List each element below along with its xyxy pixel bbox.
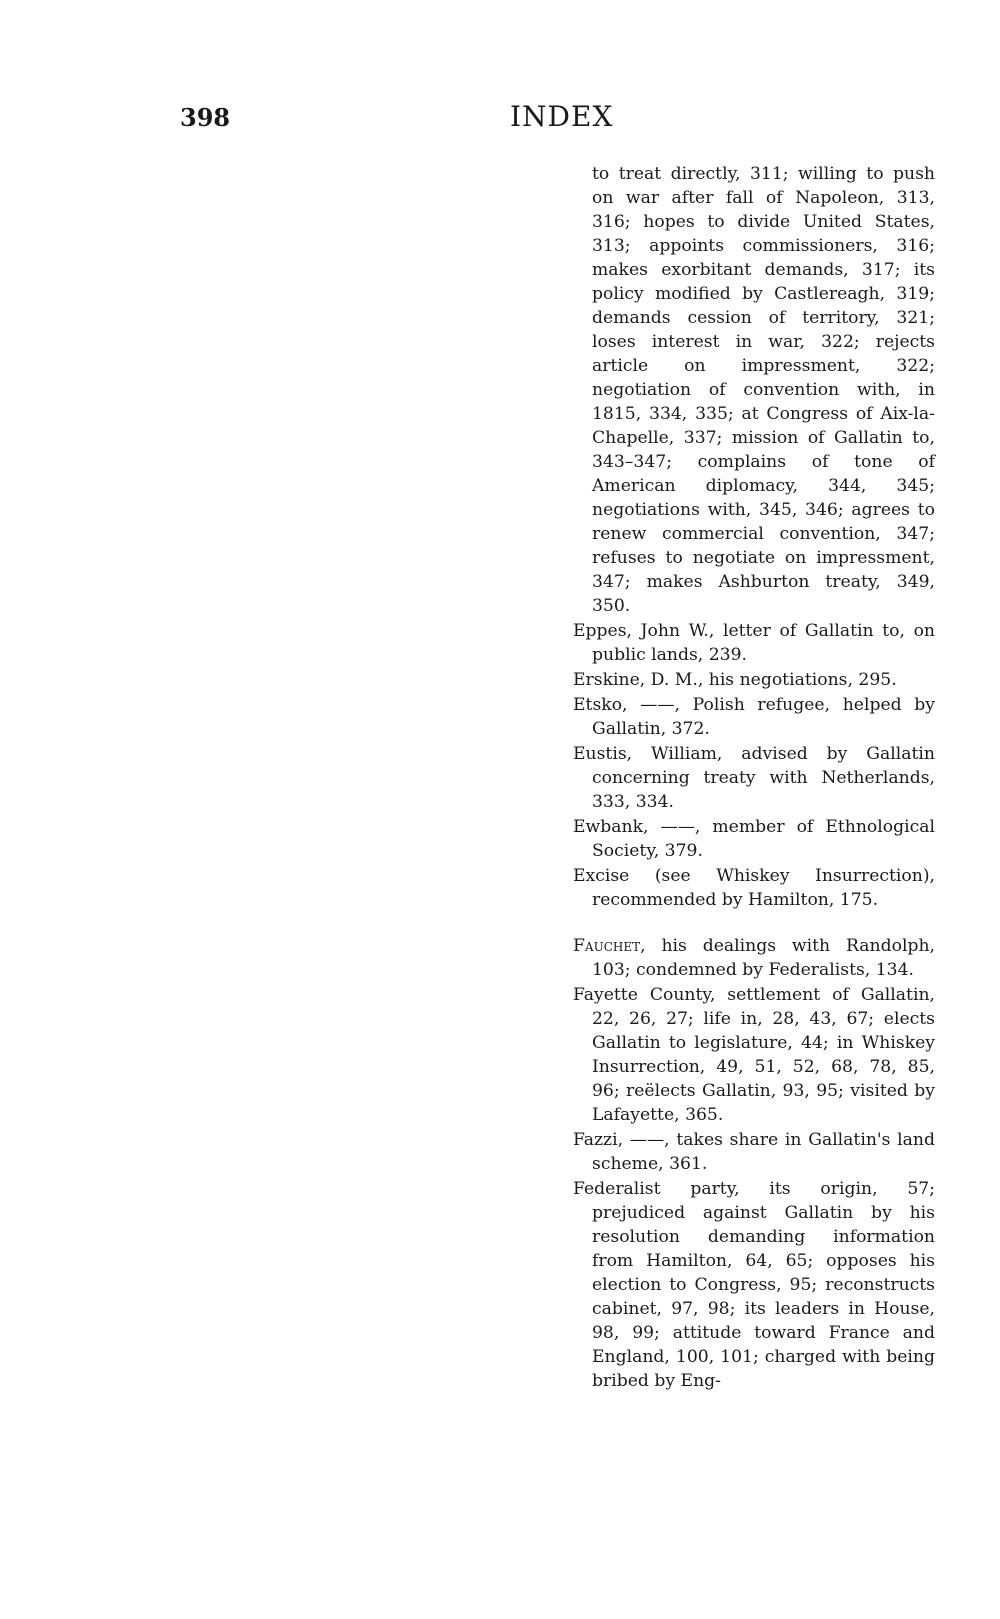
index-entry-fazzi: Fazzi, ——, takes share in Gallatin's land scheme, 361. bbox=[573, 1130, 935, 1174]
index-entry-england-continued: to treat directly, 311; willing to push on war after fall of Napoleon, 313, 316; hopes to divide United States, 313; appoints commissioners, 316; makes exorbitant demands, 317; its policy modified by Castlereagh, 319; demands cession of territory, 321; loses interest in war, 322; rejects article on impressment, 322; negotiation of convention with, in 1815, 334, 335; at Congress of Aix-la-Chapelle, 337; mission of Gallatin to, 343–347; complains of tone of American diplomacy, 344, 345; negotiations with, 345, 346; agrees to renew commercial convention, 347; refuses to negotiate on impressment, 347; makes Ashburton treaty, 349, 350. bbox=[592, 164, 935, 616]
index-entry-fauchet-headword: Fauchet bbox=[573, 936, 641, 956]
index-entry-ewbank: Ewbank, ——, member of Ethnological Society, 379. bbox=[573, 817, 935, 861]
index-entry-excise: Excise (see Whiskey Insurrection), recommended by Hamilton, 175. bbox=[573, 866, 935, 910]
index-entry-fauchet bbox=[573, 934, 935, 982]
index-column bbox=[573, 162, 935, 1394]
page-number: 398 bbox=[180, 103, 231, 132]
index-entry-fayette-county: Fayette County, settlement of Gallatin, 22, 26, 27; life in, 28, 43, 67; elects Gallatin to legislature, 44; in Whiskey Insurrection, 49, 51, 52, 68, 78, 85, 96; reëlects Gallatin, 93, 95; visited by Lafayette, 365. bbox=[573, 985, 935, 1125]
index-entry-etsko: Etsko, ——, Polish refugee, helped by Gallatin, 372. bbox=[573, 695, 935, 739]
index-entry-fauchet-text: , his dealings with Randolph, 103; condemned by Federalists, 134. bbox=[592, 936, 935, 980]
running-head: INDEX bbox=[510, 100, 614, 133]
index-entry-erskine: Erskine, D. M., his negotiations, 295. bbox=[573, 670, 897, 690]
index-entry-eppes: Eppes, John W., letter of Gallatin to, on public lands, 239. bbox=[573, 621, 935, 665]
index-entry-eustis: Eustis, William, advised by Gallatin concerning treaty with Netherlands, 333, 334. bbox=[573, 744, 935, 812]
index-entry-federalist-party: Federalist party, its origin, 57; prejudiced against Gallatin by his resolution demanding information from Hamilton, 64, 65; opposes his election to Congress, 95; reconstructs cabinet, 97, 98; its leaders in House, 98, 99; attitude toward France and England, 100, 101; charged with being bribed by Eng- bbox=[573, 1179, 935, 1391]
